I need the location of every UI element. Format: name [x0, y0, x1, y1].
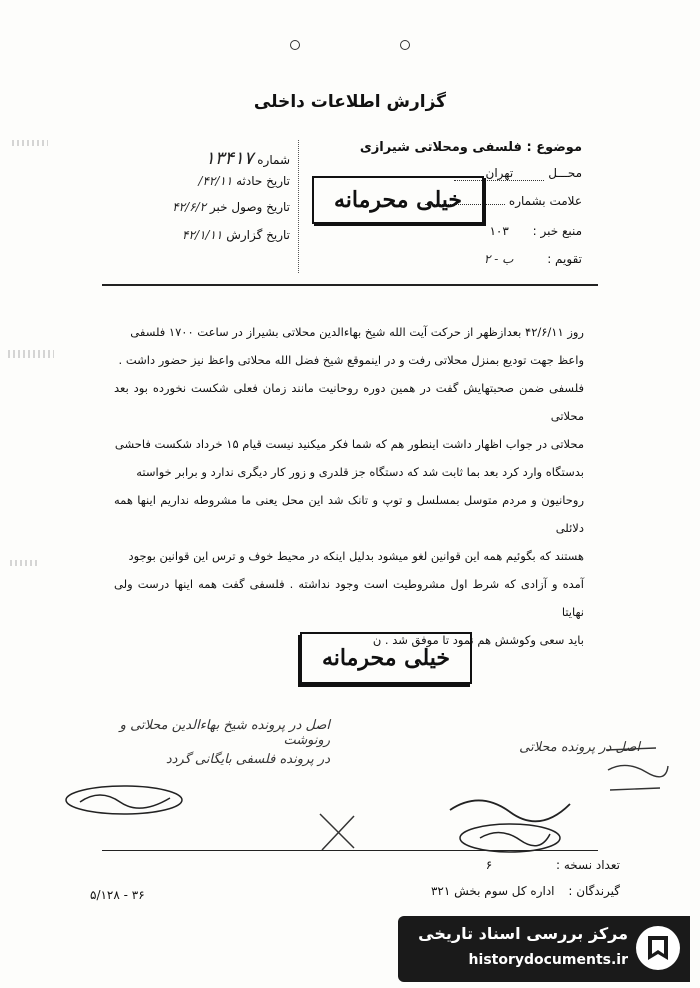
- body-line: واعظ جهت تودیع بمنزل محلاتی رفت و در اینموقع شیخ فضل الله محلاتی واعظ نیز حضور داشت .: [118, 353, 584, 367]
- handwritten-note: اصل در پرونده شیخ بهاءالدین محلاتی و رونوشت: [119, 718, 330, 748]
- body-line: آمده و آزادی که شرط اول مشروطیت است وجود نداشته . فلسفی گفت همه اینها درست ولی نهایتا: [114, 577, 584, 619]
- number-row: [120, 148, 290, 169]
- location-label: محـــل: [548, 166, 582, 180]
- number-value: ۱۳۴۱۷: [205, 148, 254, 169]
- body-line: روحانیون و مردم متوسل بمسلسل و توپ و تانک شد این محل یعنی ما مشروطه نداریم اینها همه دلائلی: [114, 493, 584, 535]
- source-row: [489, 224, 582, 238]
- handwritten-note: در پرونده فلسفی بایگانی گردد: [165, 752, 330, 767]
- evaluation-label: تقویم :: [547, 252, 582, 266]
- recipients-row: [431, 884, 620, 898]
- subject-line: موضوع : فلسفی ومحلاتی شیرازی: [359, 140, 582, 155]
- recipients-label: گیرندگان :: [568, 884, 620, 898]
- report-body: [114, 318, 584, 654]
- signature-scribble: [60, 780, 190, 820]
- body-line: هستند که بگوئیم همه این قوانین لغو میشود بدلیل اینکه در محیط خوف و ترس این قوانین بوجود: [128, 549, 584, 563]
- evaluation-row: [484, 252, 582, 266]
- event-date-label: تاریخ حادثه: [236, 174, 290, 188]
- copies-label: تعداد نسخه :: [555, 858, 620, 872]
- source-value: ۱۰۳: [489, 224, 509, 238]
- report-date-row: [120, 228, 290, 242]
- report-date-label: تاریخ گزارش: [226, 228, 290, 242]
- page-title: گزارش اطلاعات داخلی: [253, 92, 447, 112]
- scan-smudge: [10, 560, 40, 566]
- number-label: شماره: [257, 153, 290, 167]
- serial-label: علامت بشماره: [508, 194, 582, 208]
- punch-hole: [400, 40, 410, 50]
- event-date-row: [120, 174, 290, 188]
- event-date-value: ۴۲/۱۱/: [198, 174, 233, 188]
- header-divider: [298, 140, 300, 273]
- punch-hole: [290, 40, 300, 50]
- handwritten-note: اصل در پرونده محلاتی: [519, 740, 640, 755]
- report-date-value: ۴۲/۱/۱۱: [182, 228, 223, 242]
- body-line: بدستگاه وارد کرد بعد بما ثابت شد که دستگاه جز قلدری و زور کار دیگری ندارد و برابر خواسته: [136, 465, 584, 479]
- classification-stamp: خیلی محرمانه: [312, 176, 484, 224]
- scan-smudge: [8, 350, 54, 358]
- received-date-row: [120, 200, 290, 214]
- copies-value: ۶: [485, 858, 493, 872]
- recipients-value: اداره کل سوم بخش ۳۲۱: [430, 884, 555, 898]
- location-value: تهران: [454, 166, 544, 181]
- body-line: محلاتی در جواب اظهار داشت اینطور هم که شما فکر میکنید نیست قیام ۱۵ خرداد شکست فاحشی: [114, 437, 584, 451]
- scan-smudge: [12, 140, 48, 146]
- evaluation-value: ب - ۲: [483, 252, 514, 266]
- received-date-value: ۴۲/۶/۲: [172, 200, 207, 214]
- body-line: روز ۴۲/۶/۱۱ بعدازظهر از حرکت آیت الله شیخ بهاءالدین محلاتی بشیراز در ساعت ۱۷۰۰ فلسفی: [130, 325, 584, 339]
- footer-rule: [102, 850, 598, 851]
- watermark-title: مرکز بررسی اسناد تاریخی: [418, 924, 628, 943]
- cross-mark: [312, 806, 362, 856]
- body-line: باید سعی وکوشش هم نمود تا موفق شد . ن: [372, 633, 584, 647]
- copies-row: [486, 858, 620, 872]
- reference-scribble: [596, 730, 676, 800]
- body-line: فلسفی ضمن صحبتهایش گفت در همین دوره روحانیت مانند زمان فعلی شکست نخورده بود بعد محلاتی: [114, 381, 584, 423]
- header-rule: [102, 284, 598, 286]
- archive-watermark: [398, 916, 690, 982]
- archive-number: ۵/۱۲۸ - ۳۶: [90, 888, 145, 902]
- classification-stamp: خیلی محرمانه: [300, 632, 472, 684]
- archive-logo-icon: [634, 924, 682, 972]
- received-date-label: تاریخ وصول خبر: [209, 200, 290, 214]
- source-label: منبع خبر :: [532, 224, 582, 238]
- watermark-url: historydocuments.ir: [468, 952, 628, 968]
